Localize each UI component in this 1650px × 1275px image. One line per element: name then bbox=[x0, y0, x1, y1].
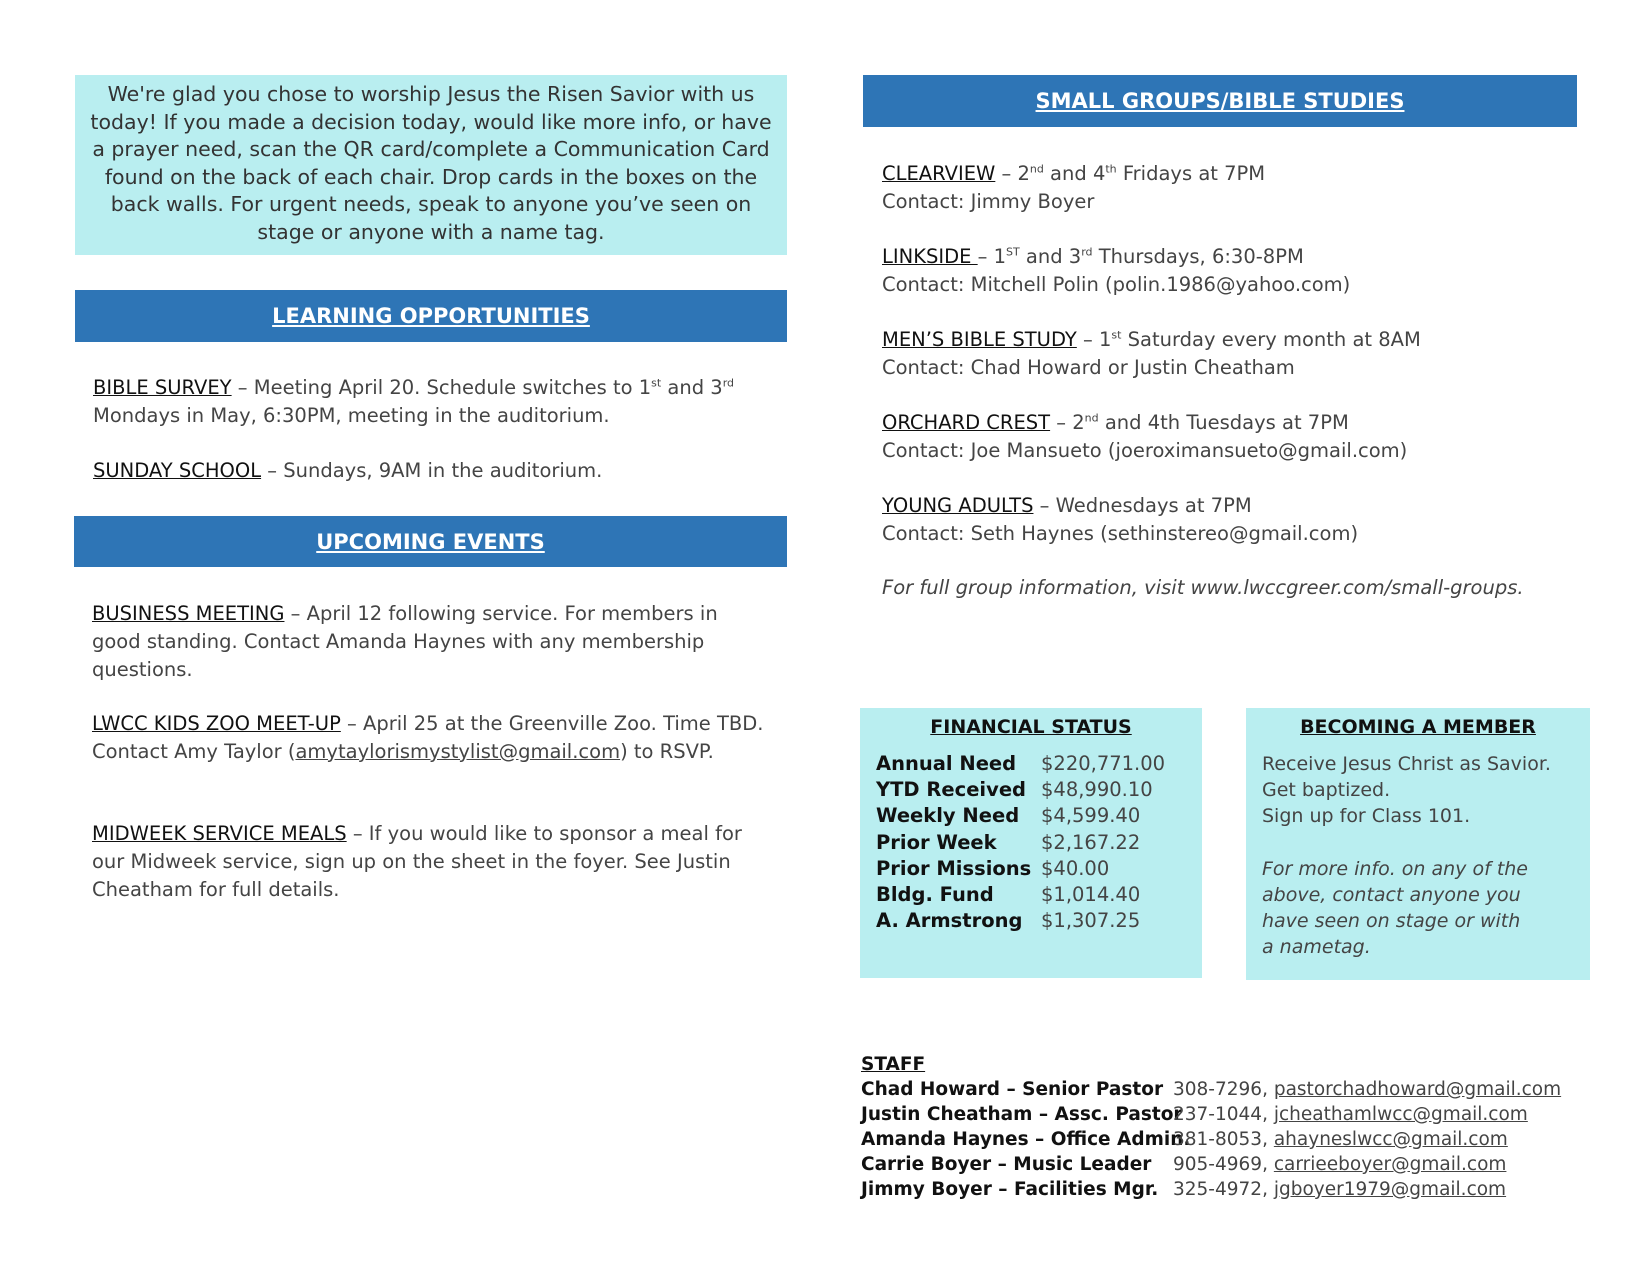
learning-heading: LEARNING OPPORTUNITIES bbox=[272, 304, 590, 328]
welcome-box bbox=[75, 75, 787, 255]
clearview-text-b: and 4 bbox=[1043, 162, 1106, 185]
financial-label: Prior Week bbox=[876, 830, 997, 854]
member-note-line: have seen on stage or with bbox=[1262, 910, 1521, 933]
financial-value: $220,771.00 bbox=[1041, 752, 1166, 775]
linkside-sup-a: ST bbox=[1006, 245, 1020, 259]
clearview-contact: Contact: Jimmy Boyer bbox=[882, 190, 1095, 213]
clearview-title: CLEARVIEW bbox=[882, 162, 996, 185]
financial-value: $1,307.25 bbox=[1041, 909, 1141, 933]
staff-row bbox=[861, 1152, 1621, 1177]
young-contact: Contact: Seth Haynes (sethinstereo@gmail.com) bbox=[882, 522, 1359, 545]
financial-label: Bldg. Fund bbox=[876, 883, 994, 907]
small-groups-header bbox=[863, 75, 1577, 127]
financial-label: YTD Received bbox=[876, 778, 1027, 802]
mens-contact: Contact: Chad Howard or Justin Cheatham bbox=[882, 356, 1295, 379]
member-note-line: above, contact anyone you bbox=[1262, 883, 1521, 906]
staff-name: Amanda Haynes – Office Admin. bbox=[861, 1129, 1191, 1150]
mens-bible-study-group bbox=[882, 326, 1572, 382]
financial-rows bbox=[876, 751, 1186, 934]
financial-label: A. Armstrong bbox=[876, 909, 1023, 933]
staff-email-link[interactable]: carrieeboyer@gmail.com bbox=[1273, 1154, 1507, 1175]
mens-text-a: – 1 bbox=[1076, 328, 1112, 351]
financial-value: $1,014.40 bbox=[1041, 883, 1141, 907]
bible-survey-sup-b: rd bbox=[722, 376, 735, 390]
financial-row bbox=[876, 777, 1186, 803]
sunday-school-item bbox=[93, 457, 773, 485]
member-step: Receive Jesus Christ as Savior. bbox=[1262, 753, 1551, 775]
financial-row bbox=[876, 908, 1186, 934]
staff-contact bbox=[1173, 1152, 1506, 1177]
mens-sup-a: st bbox=[1111, 328, 1122, 342]
orchard-crest-title: ORCHARD CREST bbox=[882, 411, 1051, 434]
bible-survey-text-b: and 3 bbox=[661, 376, 723, 399]
amy-taylor-email-link[interactable]: amytaylorismystylist@gmail.com bbox=[295, 740, 621, 763]
member-step: Get baptized. bbox=[1262, 779, 1391, 802]
financial-value: $2,167.22 bbox=[1041, 830, 1141, 854]
clearview-text-a: – 2 bbox=[995, 162, 1030, 185]
staff-contact bbox=[1173, 1177, 1506, 1202]
financial-row bbox=[876, 830, 1186, 856]
financial-label: Annual Need bbox=[876, 752, 1017, 775]
staff-row bbox=[861, 1177, 1621, 1202]
midweek-meals-text: – If you would like to sponsor a meal for our Midweek service, sign up on the sheet in the foyer. See Justin Cheatham for full details. bbox=[92, 822, 742, 901]
financial-label: Prior Missions bbox=[876, 856, 1032, 880]
bible-survey-text-c: Mondays in May, 6:30PM, meeting in the auditorium. bbox=[93, 404, 610, 427]
bible-survey-sup-a: st bbox=[651, 376, 662, 390]
orchard-contact: Contact: Joe Mansueto (joeroximansueto@gmail.com) bbox=[882, 439, 1408, 462]
linkside-group bbox=[882, 243, 1572, 299]
learning-opportunities-header bbox=[75, 290, 787, 342]
clearview-sup-a: nd bbox=[1029, 162, 1044, 176]
financial-row bbox=[876, 803, 1186, 829]
member-note-line: a nametag. bbox=[1262, 936, 1371, 959]
staff-contact bbox=[1173, 1127, 1508, 1152]
member-step: Sign up for Class 101. bbox=[1262, 805, 1471, 828]
zoo-meetup-item bbox=[92, 710, 772, 766]
business-meeting-item bbox=[92, 600, 772, 684]
linkside-contact: Contact: Mitchell Polin (polin.1986@yahoo.com) bbox=[882, 273, 1351, 296]
financial-value: $48,990.10 bbox=[1041, 778, 1153, 802]
member-heading: BECOMING A MEMBER bbox=[1300, 716, 1536, 738]
member-note-line: For more info. on any of the bbox=[1262, 857, 1528, 880]
bible-survey-title: BIBLE SURVEY bbox=[93, 376, 232, 399]
staff-row bbox=[861, 1077, 1621, 1102]
orchard-text-a: – 2 bbox=[1050, 411, 1085, 434]
member-steps bbox=[1262, 751, 1574, 960]
orchard-text-b: and 4th Tuesdays at 7PM bbox=[1098, 411, 1349, 434]
orchard-crest-group bbox=[882, 409, 1572, 465]
bible-survey-text-a: – Meeting April 20. Schedule switches to 1 bbox=[231, 376, 652, 399]
financial-status-card bbox=[860, 708, 1202, 978]
staff-email-link[interactable]: jgboyer1979@gmail.com bbox=[1273, 1179, 1507, 1200]
clearview-group bbox=[882, 160, 1572, 216]
staff-name: Jimmy Boyer – Facilities Mgr. bbox=[861, 1179, 1159, 1200]
linkside-title: LINKSIDE bbox=[882, 245, 978, 268]
staff-phone: 325-4972, bbox=[1173, 1179, 1274, 1200]
staff-contact bbox=[1173, 1077, 1561, 1102]
bible-survey-item bbox=[93, 374, 773, 430]
zoo-meetup-text-a: – April 25 at the Greenville Zoo. Time TBD. Contact Amy Taylor ( bbox=[92, 712, 764, 763]
linkside-text-a: – 1 bbox=[977, 245, 1007, 268]
sunday-school-text: – Sundays, 9AM in the auditorium. bbox=[261, 459, 603, 482]
zoo-meetup-text-b: ) to RSVP. bbox=[620, 740, 714, 763]
staff-contact bbox=[1173, 1102, 1528, 1127]
staff-section bbox=[861, 1052, 1621, 1202]
clearview-sup-b: th bbox=[1105, 162, 1117, 176]
staff-phone: 905-4969, bbox=[1173, 1154, 1274, 1175]
staff-name: Chad Howard – Senior Pastor bbox=[861, 1079, 1164, 1100]
orchard-sup-a: nd bbox=[1084, 411, 1099, 425]
mens-text-b: Saturday every month at 8AM bbox=[1121, 328, 1421, 351]
staff-name: Justin Cheatham – Assc. Pastor bbox=[861, 1104, 1183, 1125]
staff-phone: 381-8053, bbox=[1173, 1129, 1274, 1150]
staff-email-link[interactable]: pastorchadhoward@gmail.com bbox=[1273, 1079, 1562, 1100]
midweek-meals-item bbox=[92, 820, 772, 904]
staff-heading: STAFF bbox=[861, 1054, 926, 1075]
staff-row bbox=[861, 1127, 1621, 1152]
young-adults-group bbox=[882, 492, 1572, 548]
midweek-meals-title: MIDWEEK SERVICE MEALS bbox=[92, 822, 347, 845]
zoo-meetup-title: LWCC KIDS ZOO MEET-UP bbox=[92, 712, 341, 735]
groups-footer bbox=[882, 574, 1582, 602]
mens-bible-study-title: MEN’S BIBLE STUDY bbox=[882, 328, 1077, 351]
business-meeting-title: BUSINESS MEETING bbox=[92, 602, 285, 625]
financial-value: $4,599.40 bbox=[1041, 804, 1141, 828]
linkside-text-b: and 3 bbox=[1019, 245, 1082, 268]
sunday-school-title: SUNDAY SCHOOL bbox=[93, 459, 262, 482]
staff-row bbox=[861, 1102, 1621, 1127]
welcome-text: We're glad you chose to worship Jesus the Risen Savior with us today! If you made a decision today, would like more info, or have a prayer need, scan the QR card/complete a Communication Card found on the back of each chair. Drop cards in the boxes on the back walls. For urgent needs, speak to anyone you’ve seen on stage or anyone with a name tag. bbox=[90, 82, 772, 244]
events-heading: UPCOMING EVENTS bbox=[316, 529, 545, 554]
financial-row bbox=[876, 882, 1186, 908]
financial-heading: FINANCIAL STATUS bbox=[930, 716, 1132, 738]
staff-phone: 308-7296, bbox=[1173, 1079, 1274, 1100]
groups-footer-text: For full group information, visit www.lwccgreer.com/small-groups. bbox=[882, 576, 1524, 599]
groups-heading: SMALL GROUPS/BIBLE STUDIES bbox=[1035, 89, 1405, 113]
staff-email-link[interactable]: jcheathamlwcc@gmail.com bbox=[1273, 1104, 1528, 1125]
financial-value: $40.00 bbox=[1041, 856, 1110, 880]
financial-row bbox=[876, 751, 1186, 777]
financial-label: Weekly Need bbox=[876, 804, 1020, 828]
upcoming-events-header bbox=[74, 516, 787, 567]
linkside-text-c: Thursdays, 6:30-8PM bbox=[1092, 245, 1304, 268]
staff-rows bbox=[861, 1077, 1621, 1202]
linkside-sup-b: rd bbox=[1081, 245, 1093, 259]
staff-name: Carrie Boyer – Music Leader bbox=[861, 1154, 1152, 1175]
staff-phone: 237-1044, bbox=[1173, 1104, 1274, 1125]
business-meeting-text: – April 12 following service. For members in good standing. Contact Amanda Haynes with any membership questions. bbox=[92, 602, 718, 681]
becoming-member-card bbox=[1246, 708, 1590, 980]
young-adults-title: YOUNG ADULTS bbox=[882, 494, 1034, 517]
financial-row bbox=[876, 856, 1186, 882]
clearview-text-c: Fridays at 7PM bbox=[1116, 162, 1266, 185]
young-text-a: – Wednesdays at 7PM bbox=[1033, 494, 1252, 517]
staff-email-link[interactable]: ahayneslwcc@gmail.com bbox=[1273, 1129, 1508, 1150]
